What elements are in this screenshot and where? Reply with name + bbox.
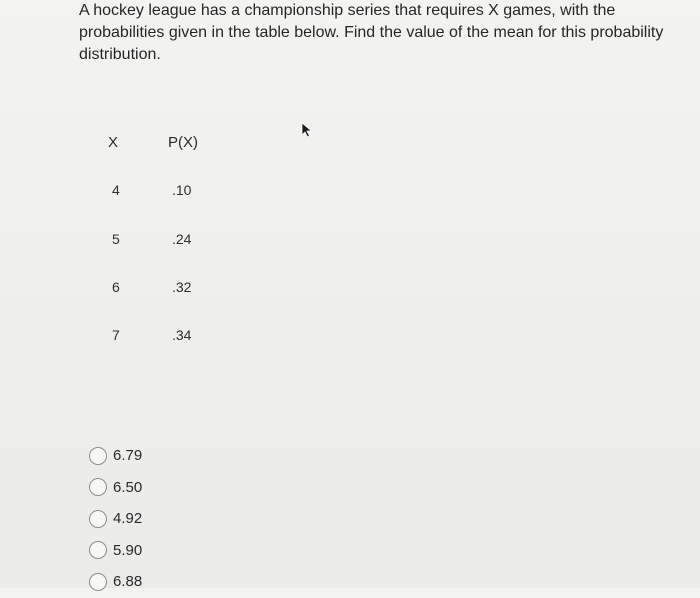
answer-option[interactable] (89, 566, 142, 598)
table-header-x: X (108, 134, 119, 151)
table-cell-px: .32 (172, 279, 192, 295)
answer-option-label: 6.50 (113, 478, 143, 496)
radio-button[interactable] (89, 478, 107, 496)
table-cell-x: 4 (112, 182, 120, 198)
table-cell-px: .34 (172, 327, 192, 343)
answer-option-label: 6.79 (113, 447, 143, 465)
table-header-px: P(X) (168, 134, 198, 151)
answer-option[interactable] (89, 503, 142, 535)
radio-button[interactable] (89, 510, 107, 528)
table-cell-x: 5 (112, 231, 120, 247)
table-cell-x: 7 (112, 327, 120, 343)
answer-options (89, 440, 142, 598)
radio-button[interactable] (89, 541, 107, 559)
table-cell-px: .24 (172, 231, 192, 247)
table-cell-x: 6 (112, 279, 120, 295)
answer-option[interactable] (89, 535, 142, 567)
radio-button[interactable] (89, 447, 107, 465)
table-cell-px: .10 (172, 182, 192, 198)
answer-option-label: 4.92 (113, 510, 143, 528)
answer-option[interactable] (89, 440, 142, 472)
question-text: A hockey league has a championship series that requires X games, with the probabilities given in the table below. Find the value of the mean for this probability distribution. (79, 2, 664, 63)
answer-option-label: 5.90 (113, 541, 143, 559)
answer-option-label: 6.88 (113, 573, 143, 591)
answer-option[interactable] (89, 472, 142, 504)
mouse-pointer-icon (301, 122, 315, 138)
radio-button[interactable] (89, 573, 107, 591)
